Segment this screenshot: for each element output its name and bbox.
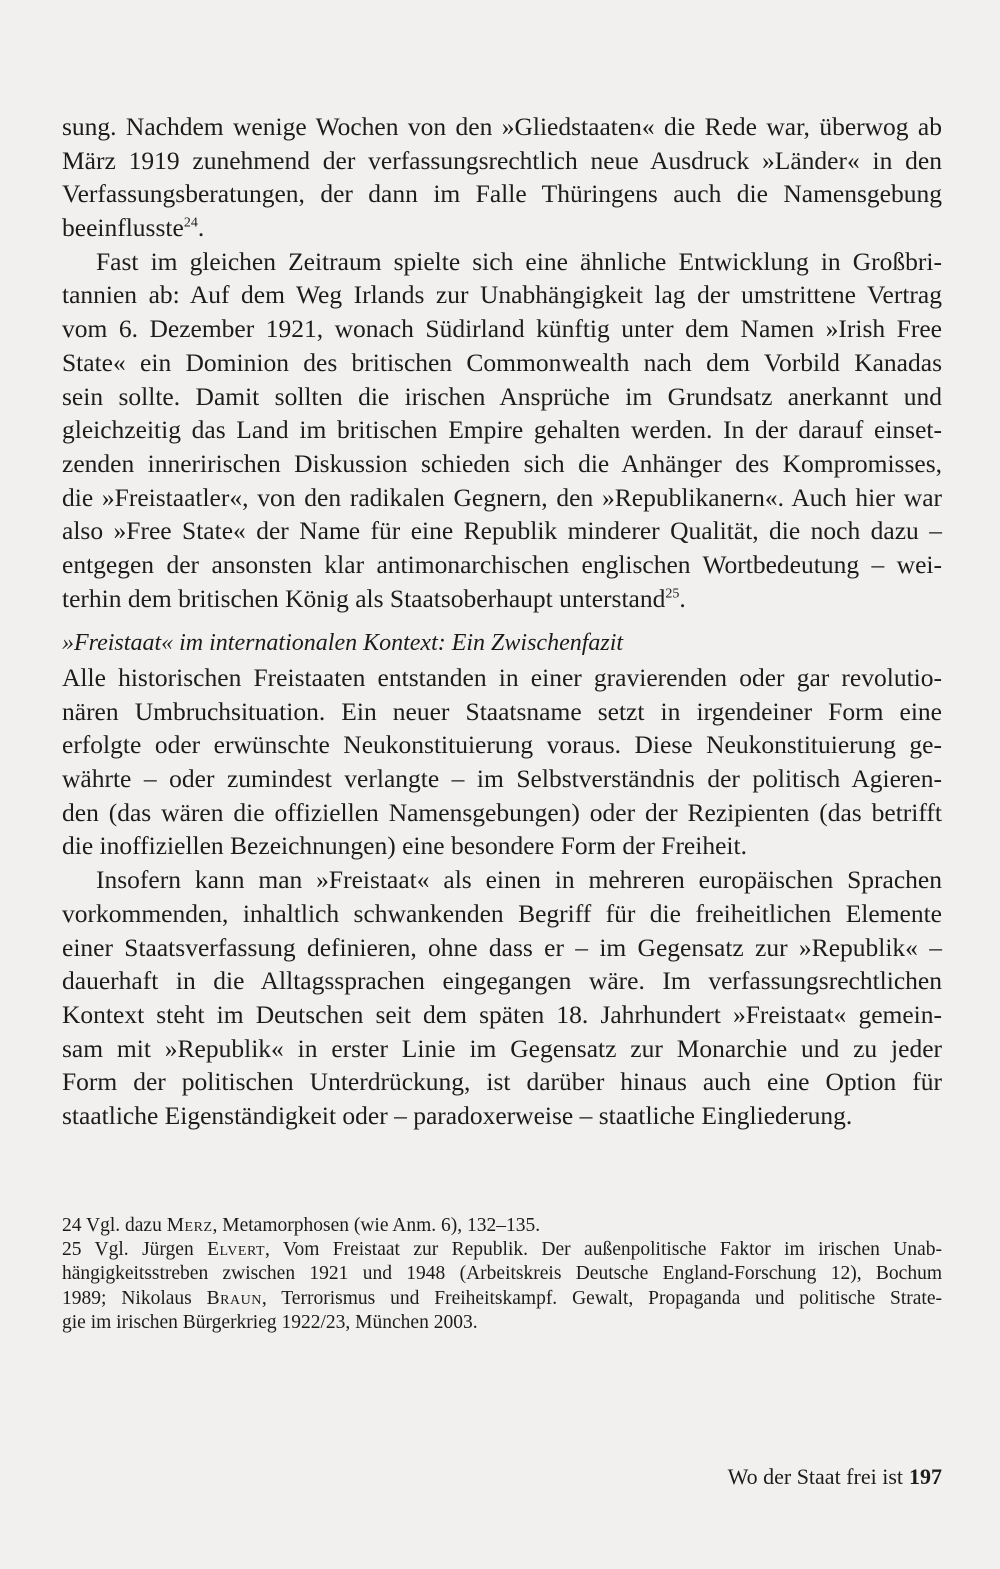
text-line: sam mit »Republik« in erster Linie im Gegensatz zur Monarchie und zu jeder [62, 1033, 942, 1063]
paragraph [62, 661, 942, 863]
text-line: zenden inneririschen Diskussion schieden sich die Anhänger des Kompromisses, [62, 448, 942, 478]
text-line: vorkommenden, inhaltlich schwankenden Begriff für die freiheitlichen Elemente [62, 898, 942, 928]
text-line: einer Staatsverfassung definieren, ohne dass er – im Gegensatz zur »Republik« – [62, 932, 942, 962]
text-line: Insofern kann man »Freistaat« als einen in mehreren europäischen Sprachen [96, 865, 942, 895]
text-line: Alle historischen Freistaaten entstanden in einer gravierenden oder gar revolutio- [62, 663, 942, 692]
text-line: State« ein Dominion des britischen Commonwealth nach dem Vorbild Kanadas [62, 347, 942, 377]
text-line: währte – oder zumindest verlangte – im Selbstverständnis der politisch Agieren- [62, 764, 942, 794]
text-line: erfolgte oder erwünschte Neukonstituierung voraus. Diese Neukonstituierung ge- [62, 730, 942, 760]
text-fragment: . [679, 583, 686, 613]
text-line: hängigkeitsstreben zwischen 1921 und 1948 (Arbeitskreis Deutsche England-Forschung 12), Bochum [62, 1263, 942, 1285]
text-line: tannien ab: Auf dem Weg Irlands zur Unabhängigkeit lag der umstrittene Vertrag [62, 280, 942, 310]
running-title: Wo der Staat frei ist [727, 1464, 903, 1489]
text-line [62, 1238, 942, 1262]
text-line: Kontext steht im Deutschen seit dem späten 18. Jahrhundert »Freistaat« gemein- [62, 999, 942, 1029]
text-line [62, 1287, 942, 1311]
text-fragment: terhin dem britischen König als Staatsoberhaupt unterstand [62, 583, 666, 613]
text-line: gleichzeitig das Land im britischen Empire gehalten werden. In der darauf einset- [62, 415, 942, 445]
text-fragment: beeinflusste [62, 213, 184, 243]
footnote-number: 24 [62, 1215, 82, 1236]
paragraph [62, 863, 942, 1133]
paragraph [62, 110, 942, 245]
text-line: staatliche Eigenständigkeit oder – paradoxerweise – staatliche Eingliederung. [62, 1100, 853, 1130]
text-line: Form der politischen Unterdrückung, ist darüber hinaus auch eine Option für [62, 1067, 942, 1097]
author-name: Elvert [207, 1239, 265, 1261]
text-line [62, 582, 942, 616]
footnotes [62, 1214, 942, 1335]
section-heading: »Freistaat« im internationalen Kontext: Ein Zwischenfazit [62, 630, 624, 657]
footnote-24 [62, 1214, 942, 1238]
text-line: vom 6. Dezember 1921, wonach Südirland künftig unter dem Namen »Irish Free [62, 314, 942, 344]
text-line: die inoffiziellen Bezeichnungen) eine besondere Form der Freiheit. [62, 831, 747, 861]
author-name: Merz [166, 1215, 213, 1236]
text-line: den (das wären die offiziellen Namensgebungen) oder der Rezipienten (das betrifft [62, 797, 942, 827]
text-line: dauerhaft in die Alltagssprachen eingegangen wäre. Im verfassungsrechtlichen [62, 966, 942, 996]
text-fragment: 1989; Nikolaus [62, 1287, 207, 1309]
author-name: Braun [206, 1287, 262, 1309]
footnote-ref[interactable]: 25 [665, 586, 680, 602]
text-line: also »Free State« der Name für eine Republik minderer Qualität, die noch dazu – [62, 516, 942, 546]
text-line: entgegen der ansonsten klar antimonarchischen englischen Wortbedeutung – wei- [62, 549, 942, 579]
text-fragment: , Terrorismus und Freiheitskampf. Gewalt, Propaganda und politische Strate- [261, 1287, 942, 1309]
text-fragment: Vgl. dazu [86, 1215, 167, 1236]
text-line: März 1919 zunehmend der verfassungsrechtlich neue Ausdruck »Länder« in den [62, 145, 942, 175]
main-text [62, 110, 942, 1133]
text-line: sein sollte. Damit sollten die irischen Ansprüche im Grundsatz anerkannt und [62, 381, 942, 411]
text-fragment: . [197, 213, 205, 243]
text-line: Fast im gleichen Zeitraum spielte sich eine ähnliche Entwicklung in Großbri- [96, 246, 942, 276]
text-line: Verfassungsberatungen, der dann im Falle Thüringens auch die Namensgebung [62, 179, 942, 209]
page-number: 197 [909, 1464, 942, 1489]
text-fragment: Vgl. Jürgen [94, 1239, 208, 1261]
footnote-25 [62, 1238, 942, 1335]
text-line: die »Freistaatler«, von den radikalen Gegnern, den »Republikanern«. Auch hier war [62, 482, 942, 512]
text-line [62, 211, 942, 245]
text-line: nären Umbruchsituation. Ein neuer Staatsname setzt in irgendeiner Form eine [62, 696, 942, 726]
text-line: gie im irischen Bürgerkrieg 1922/23, München 2003. [62, 1311, 478, 1333]
page-footer [728, 1463, 942, 1491]
paragraph [62, 245, 942, 616]
text-line: sung. Nachdem wenige Wochen von den »Gliedstaaten« die Rede war, überwog ab [62, 112, 942, 141]
text-fragment: , Metamorphosen (wie Anm. 6), 132–135. [212, 1215, 541, 1236]
footnote-number: 25 [62, 1239, 82, 1261]
footnote-ref[interactable]: 24 [183, 215, 198, 231]
text-fragment: , Vom Freistaat zur Republik. Der außenpolitische Faktor im irischen Unab- [265, 1239, 942, 1261]
